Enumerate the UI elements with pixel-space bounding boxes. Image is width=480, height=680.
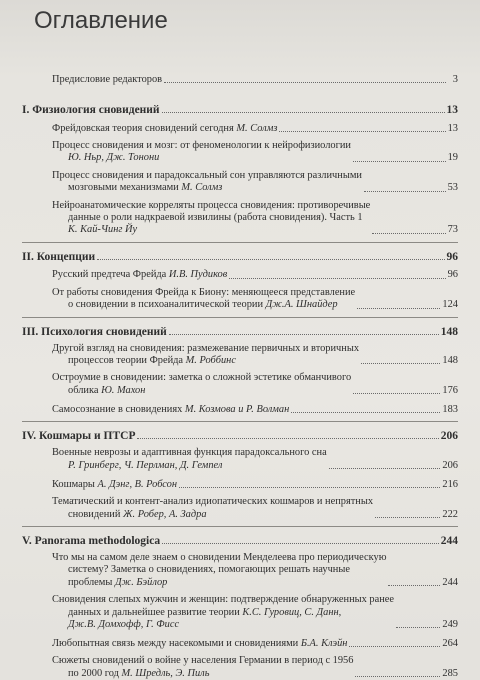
entry-author: М. Солмз: [181, 182, 223, 194]
entry-title: [52, 269, 227, 281]
entry-title: [52, 200, 370, 237]
toc-entry: [22, 372, 458, 397]
toc-entry: [22, 343, 458, 368]
page-number: 53: [447, 182, 458, 194]
leader-dots: [329, 458, 441, 469]
entry-text-line1: Что мы на самом деле знаем о сновидении Менделеева про периодическую: [52, 551, 387, 563]
leader-dots: [372, 223, 445, 234]
entry-author: К. Кай-Чинг Йу: [68, 224, 138, 236]
entry-text-line1: Другой взгляд на сновидения: размежевание первичных и вторичных: [52, 342, 360, 354]
section-title: V. Panorama methodologica: [22, 534, 161, 547]
entry-title: [52, 447, 327, 472]
leader-dots: [291, 402, 440, 413]
toc-section: [22, 317, 458, 417]
toc-entry: [22, 552, 458, 589]
entry-text: Русский предтеча Фрейда: [52, 269, 169, 281]
leader-dots: [349, 636, 440, 647]
entry-text-line2: [52, 182, 362, 194]
entry-author: М. Солмз: [236, 122, 278, 134]
section-heading: [22, 96, 458, 121]
entry-title: [52, 287, 355, 312]
entry-author: Ю. Ньр, Дж. Тонони: [68, 152, 160, 164]
toc-section: [22, 526, 458, 680]
page-title: Оглавление: [34, 7, 168, 34]
section-heading: [22, 317, 458, 343]
page-number: 148: [442, 355, 458, 367]
toc-entry: [22, 655, 458, 680]
entry-text-line2: [52, 607, 394, 619]
leader-dots: [137, 428, 438, 439]
toc-section: [22, 242, 458, 312]
leader-dots: [97, 249, 444, 260]
entry-text-line1: Остроумие в сновидении: заметка о сложной эстетике обманчивого: [52, 372, 352, 384]
entry-text: процессов теории Фрейда: [68, 355, 186, 367]
entry-author-line3: Дж.В. Домхофф, Г. Фисс: [68, 618, 180, 630]
entry-text-line2: [52, 668, 353, 680]
leader-dots: [229, 268, 445, 279]
page-number: 96: [446, 250, 458, 263]
entry-title: [52, 552, 386, 589]
entry-title: [52, 594, 394, 631]
section-title: III. Психология сновидений: [22, 325, 167, 338]
leader-dots: [396, 617, 440, 628]
page-number: 19: [447, 152, 458, 164]
entry-text: Фрейдовская теория сновидений сегодня: [52, 122, 237, 134]
toc-entry: [22, 594, 458, 631]
entry-title: [52, 170, 362, 195]
entry-title: [52, 123, 277, 135]
entry-title: [52, 404, 289, 416]
entry-text: Самосознание в сновидениях: [52, 403, 185, 415]
entry-author: Ю. Махон: [101, 384, 146, 396]
leader-dots: [164, 72, 446, 83]
entry-text-line2: систему? Заметка о сновидениях, помогающих решать научные: [68, 564, 350, 576]
entry-text-line2: [52, 385, 351, 397]
entry-text-line1: Процесс сновидения и мозг: от феноменологии к нейрофизиологии: [52, 140, 351, 151]
section-heading: [22, 526, 458, 552]
toc-entry: [22, 496, 458, 521]
entry-text: облика: [68, 384, 102, 396]
entry-title: Предисловие редакторов: [52, 73, 163, 85]
entry-author: Дж. Бэйлор: [114, 576, 168, 588]
page-number: 244: [440, 534, 458, 547]
leader-dots: [162, 102, 445, 113]
page-number: 13: [446, 104, 458, 116]
toc-entry: [22, 170, 458, 195]
leader-dots: [169, 324, 439, 335]
entry-title: [52, 496, 373, 521]
entry-author: Б.А. Клэйн: [300, 637, 348, 649]
section-title: IV. Кошмары и ПТСР: [22, 430, 136, 443]
page-number: 176: [442, 384, 458, 396]
leader-dots: [162, 533, 439, 544]
page-number: 206: [442, 459, 458, 471]
page-number: 244: [442, 576, 458, 588]
entry-text: проблемы: [68, 576, 115, 588]
entry-text-line1: Процесс сновидения и парадоксальный сон управляются различными: [52, 169, 362, 181]
entry-text-line1: Нейроанатомические корреляты процесса сновидения: противоречивые: [52, 199, 371, 211]
page-number: 3: [452, 73, 458, 85]
entry-title: [52, 655, 353, 680]
page-number: 183: [442, 403, 458, 415]
entry-title: [52, 638, 347, 650]
entry-author: М. Козмова и Р. Волман: [184, 403, 290, 415]
entry-title: [52, 343, 359, 368]
entry-text-line2: [52, 355, 359, 367]
entry-title: [52, 372, 351, 397]
entry-text-line1: Сновидения слепых мужчин и женщин: подтверждение обнаруженных ранее: [52, 594, 395, 606]
leader-dots: [353, 383, 440, 394]
section-heading: [22, 242, 458, 268]
toc-entry: [22, 477, 458, 491]
leader-dots: [355, 666, 440, 677]
page-number: 249: [442, 618, 458, 630]
entry-text-line2: [52, 509, 373, 521]
toc-entry-preface: [22, 72, 458, 86]
entry-title: [52, 479, 177, 491]
toc-entry: [22, 402, 458, 416]
page-number: 148: [440, 325, 458, 338]
leader-dots: [361, 353, 440, 364]
toc-entry: [22, 287, 458, 312]
entry-title: [52, 140, 351, 165]
section-title: I. Физиология сновидений: [22, 104, 160, 116]
toc-entry: [22, 121, 458, 135]
toc-section: [22, 96, 458, 237]
leader-dots: [388, 575, 440, 586]
leader-dots: [179, 477, 440, 488]
entry-text-line1: Сюжеты сновидений о войне у населения Германии в период с 1956: [52, 655, 354, 667]
entry-text: Любопытная связь между насекомыми и сновидениями: [52, 637, 301, 649]
entry-text-line2: [52, 299, 355, 311]
entry-text-line1: Военные неврозы и адаптивная функция парадоксального сна: [52, 447, 327, 459]
toc-entry: [22, 447, 458, 472]
entry-text-line2: [52, 460, 327, 472]
toc-entry: [22, 140, 458, 165]
page-number: 124: [442, 299, 458, 311]
page-number: 13: [447, 122, 458, 134]
entry-author: И.В. Пудиков: [168, 269, 228, 281]
entry-text-line3: [52, 224, 370, 236]
entry-author: Ж. Робер, А. Задра: [123, 508, 207, 520]
entry-text-line2: данные о роли надкраевой извилины (работа сновидения). Часть 1: [68, 212, 363, 224]
toc-section: [22, 421, 458, 521]
page-number: 73: [447, 224, 458, 236]
entry-text-line1: Тематический и контент-анализ идиопатических кошмаров и непрятных: [52, 496, 374, 508]
toc-entry: [22, 268, 458, 282]
entry-text: данных и дальнейшее развитие теории: [68, 606, 243, 618]
toc-entry: [22, 636, 458, 650]
page-number: 264: [442, 637, 458, 649]
entry-text-line3: [52, 577, 386, 589]
section-title: II. Концепции: [22, 250, 96, 263]
entry-author: М. Роббинс: [185, 355, 236, 367]
page-number: 222: [442, 508, 458, 520]
entry-author: А. Дэнг, В. Робсон: [97, 478, 178, 490]
toc-sections: [22, 96, 458, 680]
entry-text: мозговыми механизмами: [68, 182, 182, 194]
entry-text: Кошмары: [52, 478, 98, 490]
entry-author: М. Шредль, Э. Пиль: [121, 667, 210, 679]
entry-author: Дж.А. Шнайдер: [265, 299, 338, 311]
entry-text: по 2000 год: [68, 667, 122, 679]
page-number: 96: [447, 269, 458, 281]
entry-author: К.С. Гуровиц, С. Данн,: [242, 606, 342, 618]
leader-dots: [279, 121, 445, 132]
entry-text: сновидений: [68, 508, 124, 520]
entry-text-line1: От работы сновидения Фрейда к Биону: меняющееся представление: [52, 286, 356, 298]
page-number: 285: [442, 667, 458, 679]
toc-entry: [22, 200, 458, 237]
leader-dots: [375, 507, 440, 518]
table-of-contents: [22, 72, 458, 680]
entry-text: о сновидении в психоаналитической теории: [68, 299, 266, 311]
leader-dots: [353, 151, 446, 162]
section-heading: [22, 421, 458, 447]
page-number: 206: [440, 430, 458, 443]
page-number: 216: [442, 478, 458, 490]
entry-author: Р. Гринберг, Ч. Перлман, Д. Гемпел: [68, 459, 223, 471]
leader-dots: [364, 181, 446, 192]
leader-dots: [357, 298, 440, 309]
entry-text-line2: [52, 152, 351, 164]
